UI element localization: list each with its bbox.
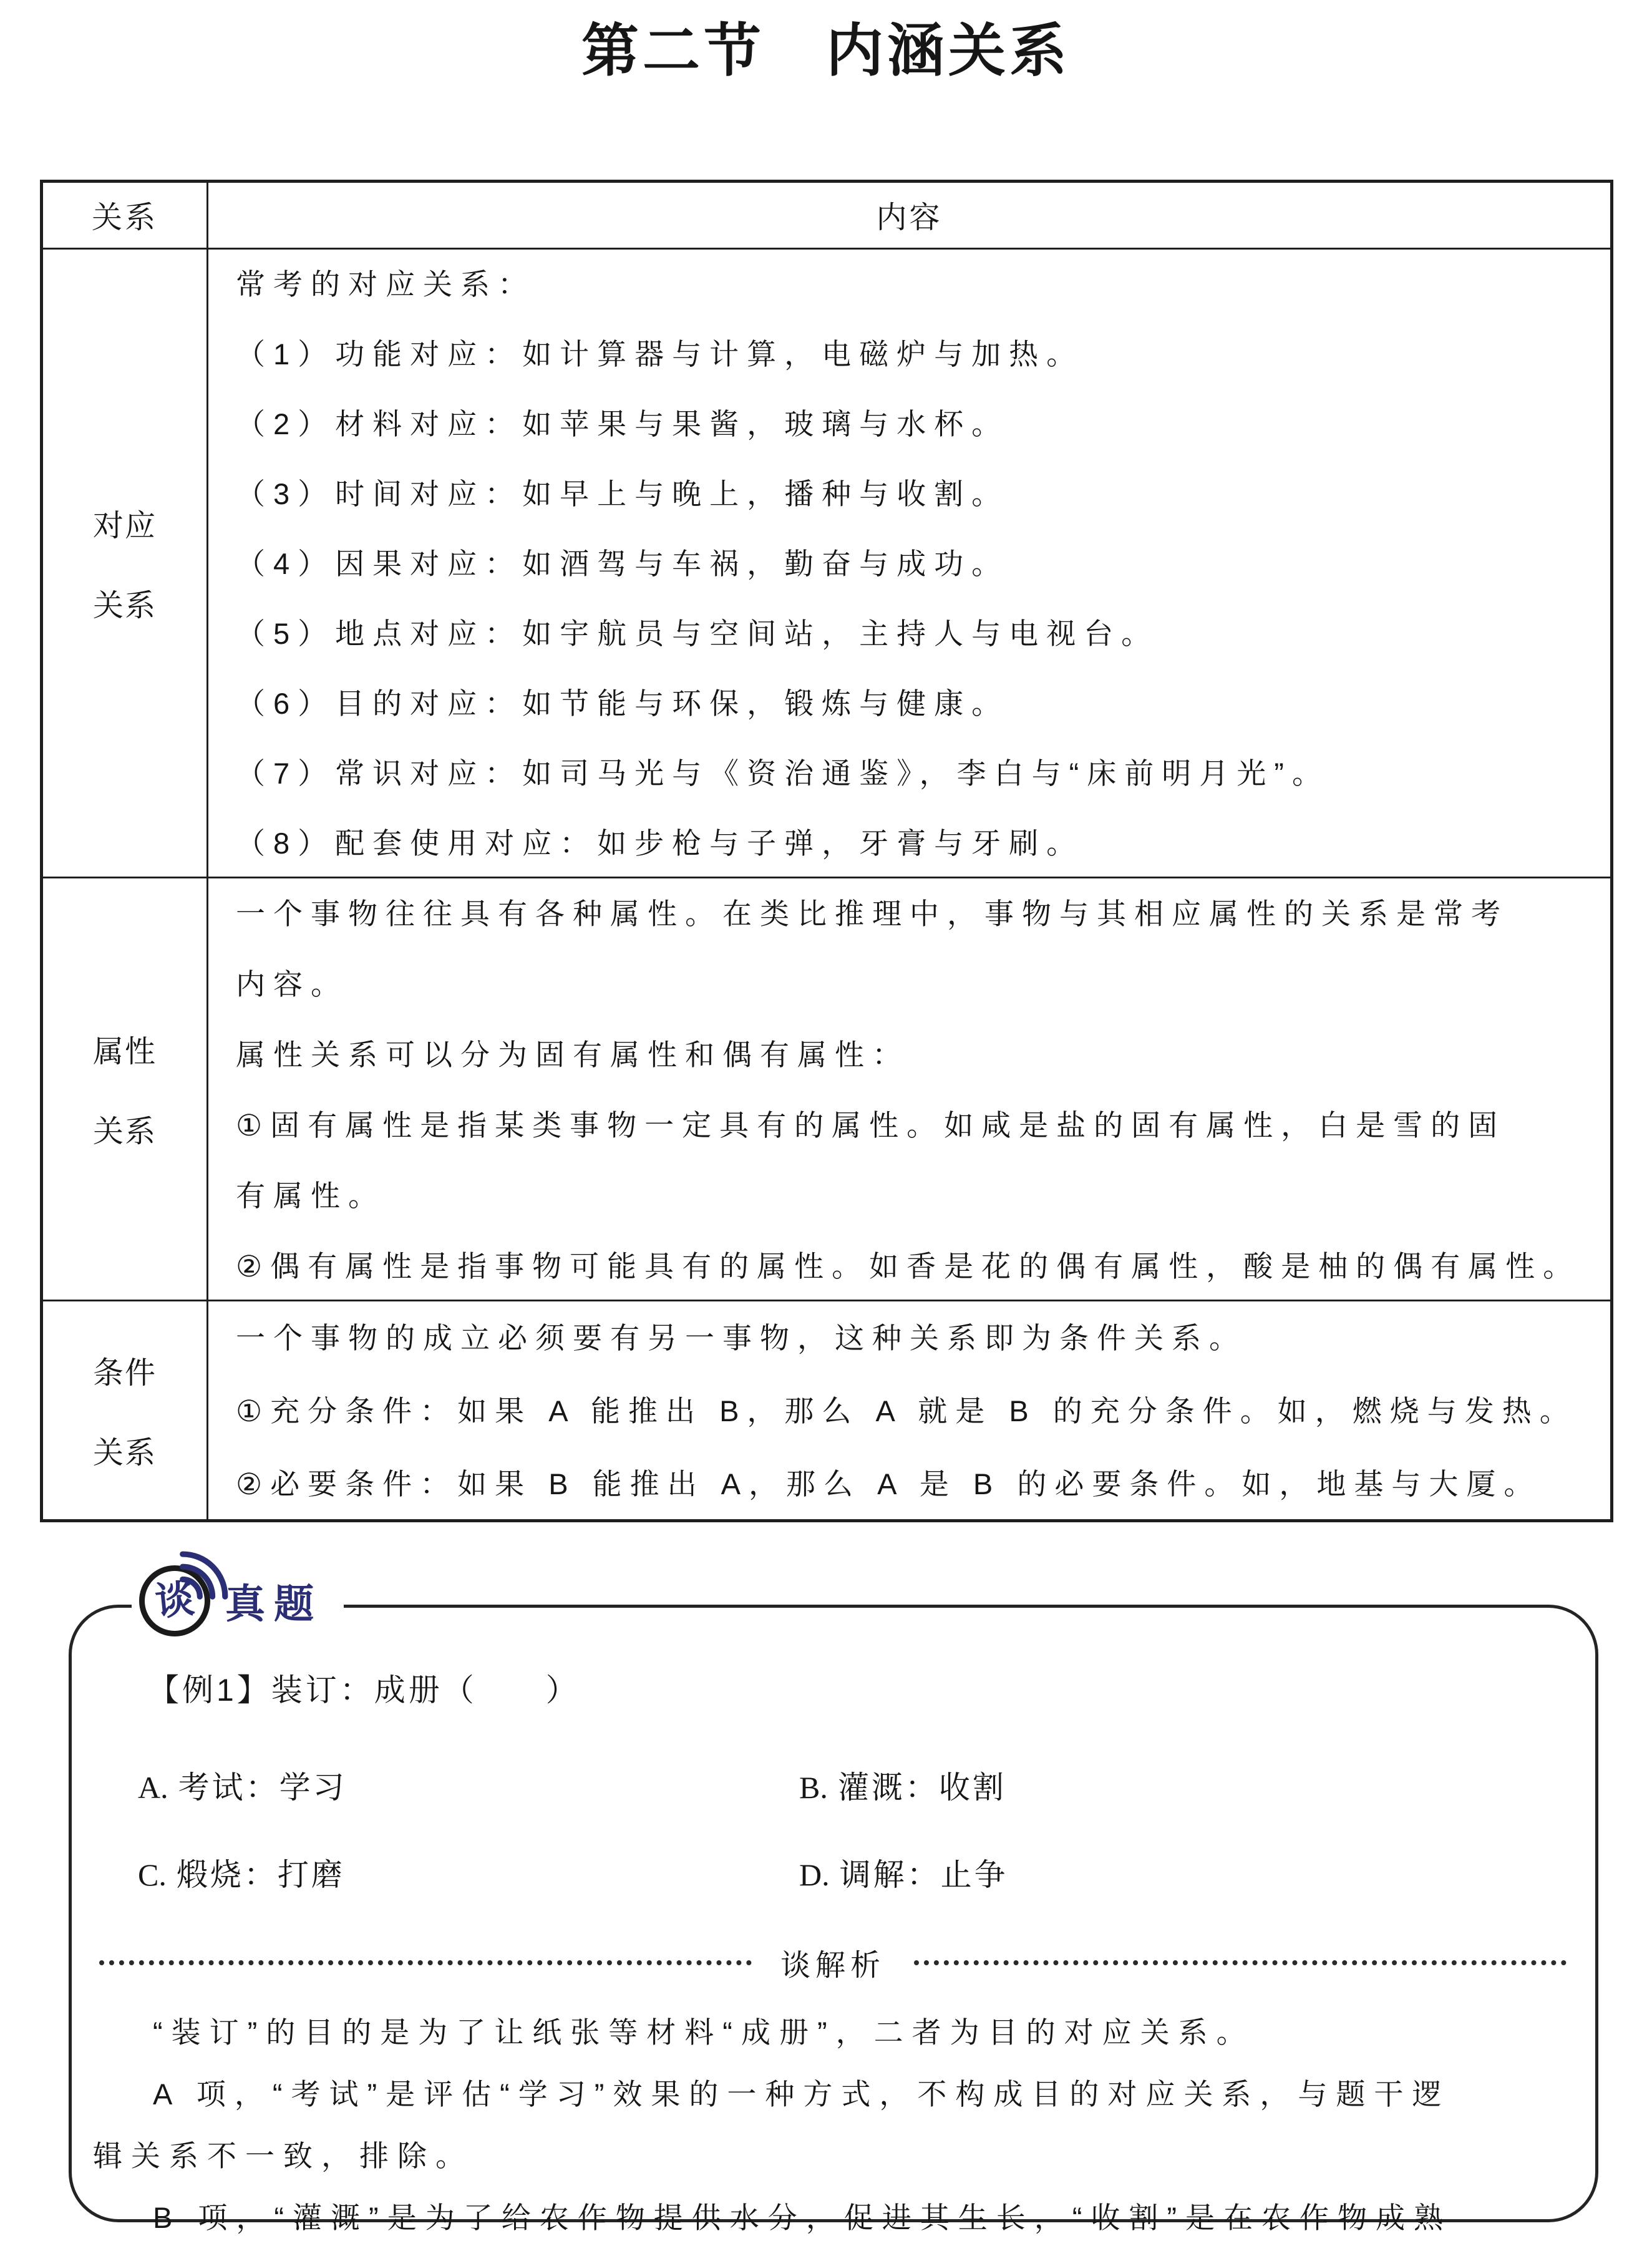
exam-box: [69, 1577, 1598, 2234]
option-text: 灌溉：收割: [837, 1770, 1006, 1805]
dotted-line: [99, 1960, 752, 1965]
option-key: A.: [138, 1770, 168, 1805]
table-row-line: （2）材料对应：如苹果与果酱，玻璃与水杯。: [236, 407, 1009, 440]
row-label-attribute: [43, 877, 206, 1300]
options-grid: [138, 1762, 1570, 1895]
option-key: C.: [138, 1857, 167, 1892]
page-title: 第二节 内涵关系: [581, 19, 1071, 83]
table-row-line: （8）配套使用对应：如步枪与子弹，牙膏与牙刷。: [236, 827, 1084, 860]
table-header-relation: 关系: [91, 201, 158, 235]
analysis-line: A 项，“考试”是评估“学习”效果的一种方式，不构成目的对应关系，与题干逻: [153, 2078, 1450, 2111]
table-row-line: （1）功能对应：如计算器与计算，电磁炉与加热。: [236, 338, 1084, 371]
table-row-line: （4）因果对应：如酒驾与车祸，勤奋与成功。: [236, 547, 1009, 580]
option-text: 考试：学习: [178, 1770, 347, 1805]
option-d: [799, 1850, 1570, 1895]
analysis-divider: [99, 1941, 1567, 1984]
table-header-content: 内容: [206, 183, 1610, 248]
option-b: [799, 1762, 1570, 1807]
option-key: B.: [799, 1770, 828, 1805]
table-row-line: （5）地点对应：如宇航员与空间站，主持人与电视台。: [236, 617, 1159, 650]
table-row-line: （6）目的对应：如节能与环保，锻炼与健康。: [236, 687, 1009, 720]
row-label-line: 属性: [92, 1034, 157, 1069]
table-row-line: ②必要条件：如果 B 能推出 A，那么 A 是 B 的必要条件。如，地基与大厦。: [236, 1467, 1542, 1500]
option-a: [138, 1762, 799, 1807]
question-text: 【例1】装订：成册（ ）: [148, 1673, 580, 1708]
row-content-attribute: [206, 877, 1610, 1300]
analysis-line: 辑关系不一致，排除。: [93, 2139, 474, 2172]
table-row-line: 有属性。: [236, 1179, 386, 1212]
table-row-line: 属性关系可以分为固有属性和偶有属性：: [236, 1038, 910, 1071]
table-row-line: 一个事物往往具有各种属性。在类比推理中，事物与其相应属性的关系是常考: [236, 897, 1509, 930]
option-text: 调解：止争: [839, 1857, 1008, 1892]
table-row-line: （3）时间对应：如早上与晚上，播种与收割。: [236, 477, 1009, 510]
row-label-line: 条件: [92, 1356, 157, 1390]
table-row-line: ①固有属性是指某类事物一定具有的属性。如咸是盐的固有属性，白是雪的固: [236, 1109, 1506, 1142]
row-label-correspondence: [43, 248, 206, 877]
row-label-condition: [43, 1300, 206, 1519]
exam-badge-label: 真题: [225, 1582, 323, 1626]
talk-character: 谈: [153, 1577, 197, 1625]
talk-signal-icon: [139, 1565, 210, 1636]
table-row-line: 内容。: [236, 968, 348, 1001]
table-row-line: 一个事物的成立必须要有另一事物，这种关系即为条件关系。: [236, 1321, 1246, 1354]
analysis-label: 谈解析: [780, 1949, 886, 1982]
row-content-condition: [206, 1300, 1610, 1519]
row-label-line: 关系: [92, 1114, 157, 1149]
table-row-line: 常考的对应关系：: [236, 268, 535, 301]
table-row-line: （7）常识对应：如司马光与《资治通鉴》，李白与“床前明月光”。: [236, 757, 1329, 790]
analysis-line: B 项，“灌溉”是为了给农作物提供水分，促进其生长，“收割”是在农作物成熟: [153, 2201, 1452, 2234]
row-label-line: 关系: [92, 1436, 157, 1470]
exam-badge: [132, 1562, 344, 1640]
analysis-text: [93, 2001, 1577, 2246]
dotted-line: [914, 1960, 1567, 1965]
option-c: [138, 1850, 799, 1895]
table-row-line: ①充分条件：如果 A 能推出 B，那么 A 就是 B 的充分条件。如，燃烧与发热。: [236, 1394, 1577, 1427]
row-label-line: 对应: [92, 508, 157, 543]
signal-waves-icon: [173, 1547, 231, 1605]
row-content-correspondence: [206, 248, 1610, 877]
row-label-line: 关系: [92, 588, 157, 623]
option-text: 煅烧：打磨: [176, 1857, 345, 1892]
analysis-line: “装订”的目的是为了让纸张等材料“成册”，二者为目的对应关系。: [153, 2016, 1255, 2049]
option-key: D.: [799, 1857, 830, 1892]
relations-table: [40, 180, 1613, 1522]
table-row-line: ②偶有属性是指事物可能具有的属性。如香是花的偶有属性，酸是柚的偶有属性。: [236, 1250, 1581, 1283]
